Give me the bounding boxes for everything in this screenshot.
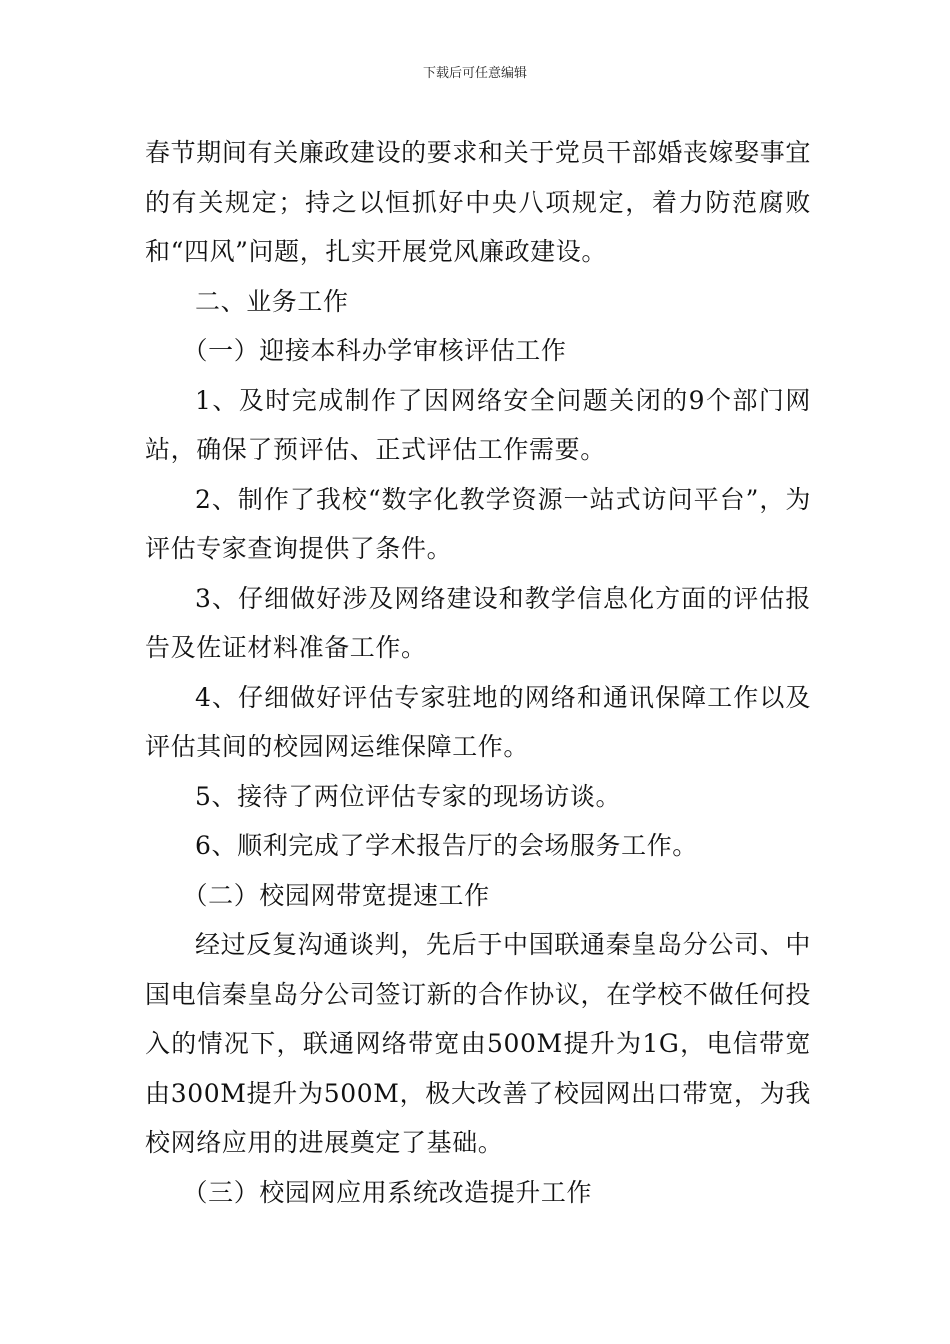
document-body [145, 128, 811, 1217]
list-item: 1、及时完成制作了因网络安全问题关闭的9个部门网站，确保了预评估、正式评估工作需要。 [145, 385, 811, 464]
paragraph-bandwidth: 经过反复沟通谈判，先后于中国联通秦皇岛分公司、中国电信秦皇岛分公司签订新的合作协议，在学校不做任何投入的情况下，联通网络带宽由500M提升为1G，电信带宽由300M提升为500M，极大改善了校园网出口带宽，为我校网络应用的进展奠定了基础。 [145, 930, 811, 1157]
section-heading-business-work: 二、业务工作 [195, 286, 349, 316]
paragraph-party-discipline: 春节期间有关廉政建设的要求和关于党员干部婚丧嫁娶事宜的有关规定；持之以恒抓好中央八项规定，着力防范腐败和“四风”问题，扎实开展党风廉政建设。 [145, 138, 811, 266]
list-item: 4、仔细做好评估专家驻地的网络和通讯保障工作以及评估其间的校园网运维保障工作。 [145, 682, 811, 761]
list-item: 5、接待了两位评估专家的现场访谈。 [195, 781, 622, 811]
list-item: 2、制作了我校“数字化教学资源一站式访问平台”，为评估专家查询提供了条件。 [145, 484, 811, 563]
subsection-heading-assessment: （一）迎接本科办学审核评估工作 [182, 336, 567, 365]
list-item: 6、顺利完成了学术报告厅的会场服务工作。 [195, 831, 698, 860]
list-item: 3、仔细做好涉及网络建设和教学信息化方面的评估报告及佐证材料准备工作。 [145, 583, 811, 662]
subsection-heading-bandwidth: （二）校园网带宽提速工作 [182, 880, 490, 910]
page-header: 下载后可任意编辑 [422, 66, 527, 81]
subsection-heading-app-upgrade: （三）校园网应用系统改造提升工作 [182, 1177, 593, 1207]
